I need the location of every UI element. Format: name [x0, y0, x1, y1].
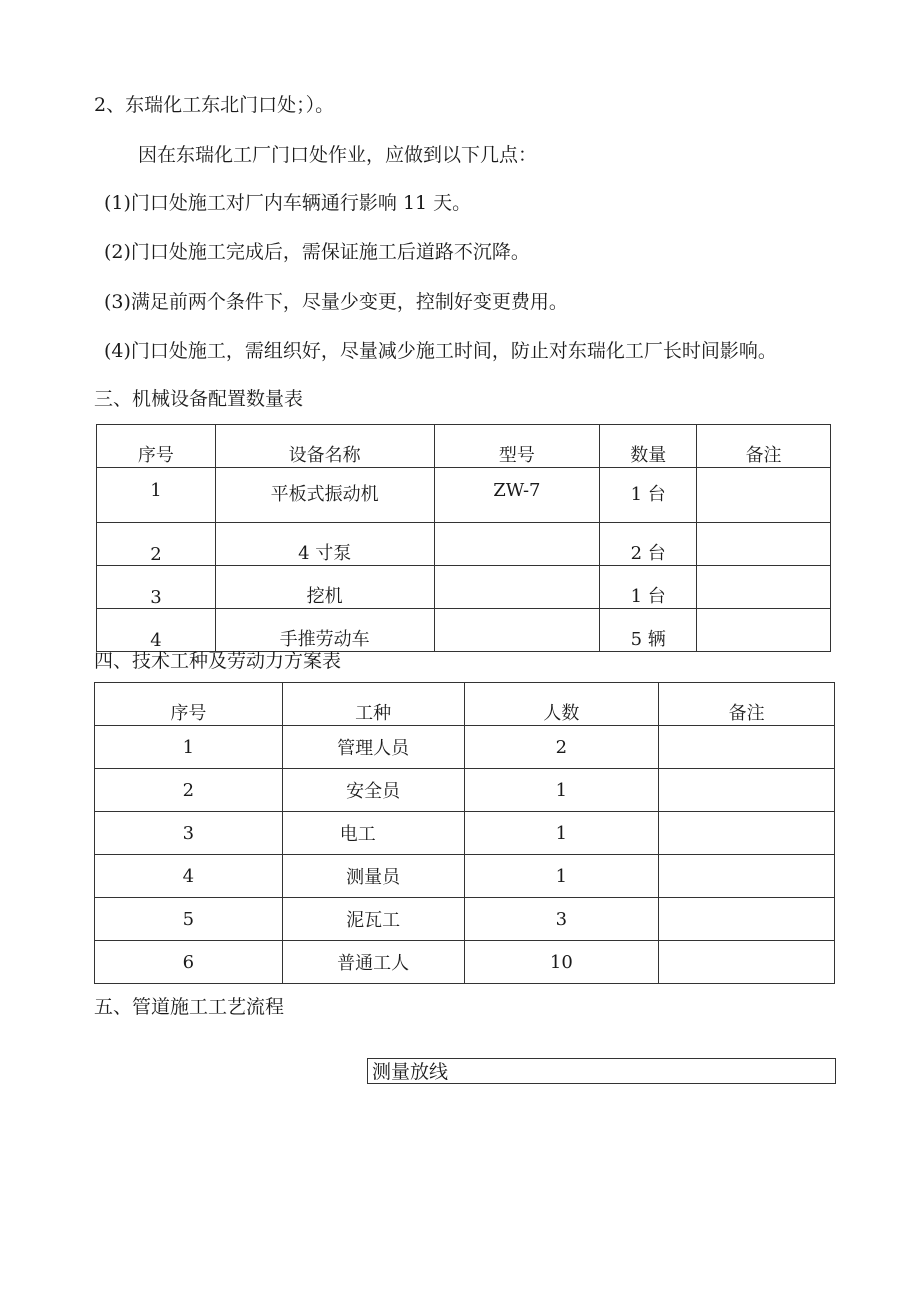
point-3: (3)满足前两个条件下，尽量少变更，控制好变更费用。 — [104, 291, 568, 313]
table-cell: 平板式振动机 — [215, 468, 434, 523]
header-cell: 备注 — [697, 425, 831, 468]
table-cell: ZW-7 — [434, 468, 600, 523]
header-cell: 备注 — [659, 683, 835, 726]
table-cell: 2 台 — [600, 523, 697, 566]
table-cell: 电工 — [282, 812, 464, 855]
header-cell: 数量 — [600, 425, 697, 468]
table-cell: 3 — [464, 898, 659, 941]
section-4-title: 四、技术工种及劳动力方案表 — [94, 650, 342, 672]
table-cell: 10 — [464, 941, 659, 984]
table-cell — [659, 812, 835, 855]
table-row — [95, 855, 835, 898]
table-cell — [659, 855, 835, 898]
table-row — [95, 941, 835, 984]
table-cell: 手推劳动车 — [215, 609, 434, 652]
labor-table — [94, 682, 835, 984]
table-row — [97, 523, 831, 566]
section-3-title: 三、机械设备配置数量表 — [94, 388, 304, 410]
table-cell — [434, 566, 600, 609]
table-cell — [697, 609, 831, 652]
table-header-row — [95, 683, 835, 726]
table-cell: 1 — [464, 812, 659, 855]
table-row — [95, 726, 835, 769]
table-cell — [434, 609, 600, 652]
equipment-table — [96, 424, 831, 652]
table-cell — [659, 941, 835, 984]
header-cell: 型号 — [434, 425, 600, 468]
flow-step-survey: 测量放线 — [367, 1058, 836, 1084]
table-cell: 5 — [95, 898, 283, 941]
table-cell — [659, 726, 835, 769]
header-cell: 序号 — [95, 683, 283, 726]
table-cell: 1 — [97, 468, 216, 523]
table-cell: 测量员 — [282, 855, 464, 898]
table-cell: 挖机 — [215, 566, 434, 609]
header-cell: 序号 — [97, 425, 216, 468]
table-cell: 管理人员 — [282, 726, 464, 769]
table-cell: 安全员 — [282, 769, 464, 812]
header-cell: 工种 — [282, 683, 464, 726]
table-cell — [697, 566, 831, 609]
table-header-row — [97, 425, 831, 468]
table-cell: 泥瓦工 — [282, 898, 464, 941]
header-cell: 人数 — [464, 683, 659, 726]
table-cell: 1 — [95, 726, 283, 769]
table-cell — [697, 523, 831, 566]
table-cell: 1 台 — [600, 566, 697, 609]
table-cell: 2 — [95, 769, 283, 812]
table-cell — [434, 523, 600, 566]
table-cell: 1 — [464, 769, 659, 812]
point-2: (2)门口处施工完成后，需保证施工后道路不沉降。 — [104, 241, 530, 263]
table-row — [97, 468, 831, 523]
item-2-text: 2、东瑞化工东北门口处；）。 — [94, 94, 335, 116]
section-5-title: 五、管道施工工艺流程 — [94, 996, 285, 1018]
table-cell: 5 辆 — [600, 609, 697, 652]
table-cell: 1 台 — [600, 468, 697, 523]
table-cell — [659, 898, 835, 941]
table-cell: 1 — [464, 855, 659, 898]
table-cell: 3 — [97, 566, 216, 609]
table-cell: 6 — [95, 941, 283, 984]
table-row — [95, 812, 835, 855]
table-cell: 4 — [97, 609, 216, 652]
table-cell: 2 — [464, 726, 659, 769]
table-cell: 2 — [97, 523, 216, 566]
point-4: (4)门口处施工，需组织好，尽量减少施工时间，防止对东瑞化工厂长时间影响。 — [104, 340, 777, 362]
table-cell: 4 寸泵 — [215, 523, 434, 566]
table-cell — [659, 769, 835, 812]
point-1: (1)门口处施工对厂内车辆通行影响 11 天。 — [104, 192, 472, 214]
table-row — [97, 566, 831, 609]
header-cell: 设备名称 — [215, 425, 434, 468]
table-row — [95, 898, 835, 941]
table-cell: 3 — [95, 812, 283, 855]
table-cell: 4 — [95, 855, 283, 898]
table-cell: 普通工人 — [282, 941, 464, 984]
lead-text: 因在东瑞化工厂门口处作业，应做到以下几点： — [138, 144, 538, 166]
table-cell — [697, 468, 831, 523]
table-row — [95, 769, 835, 812]
